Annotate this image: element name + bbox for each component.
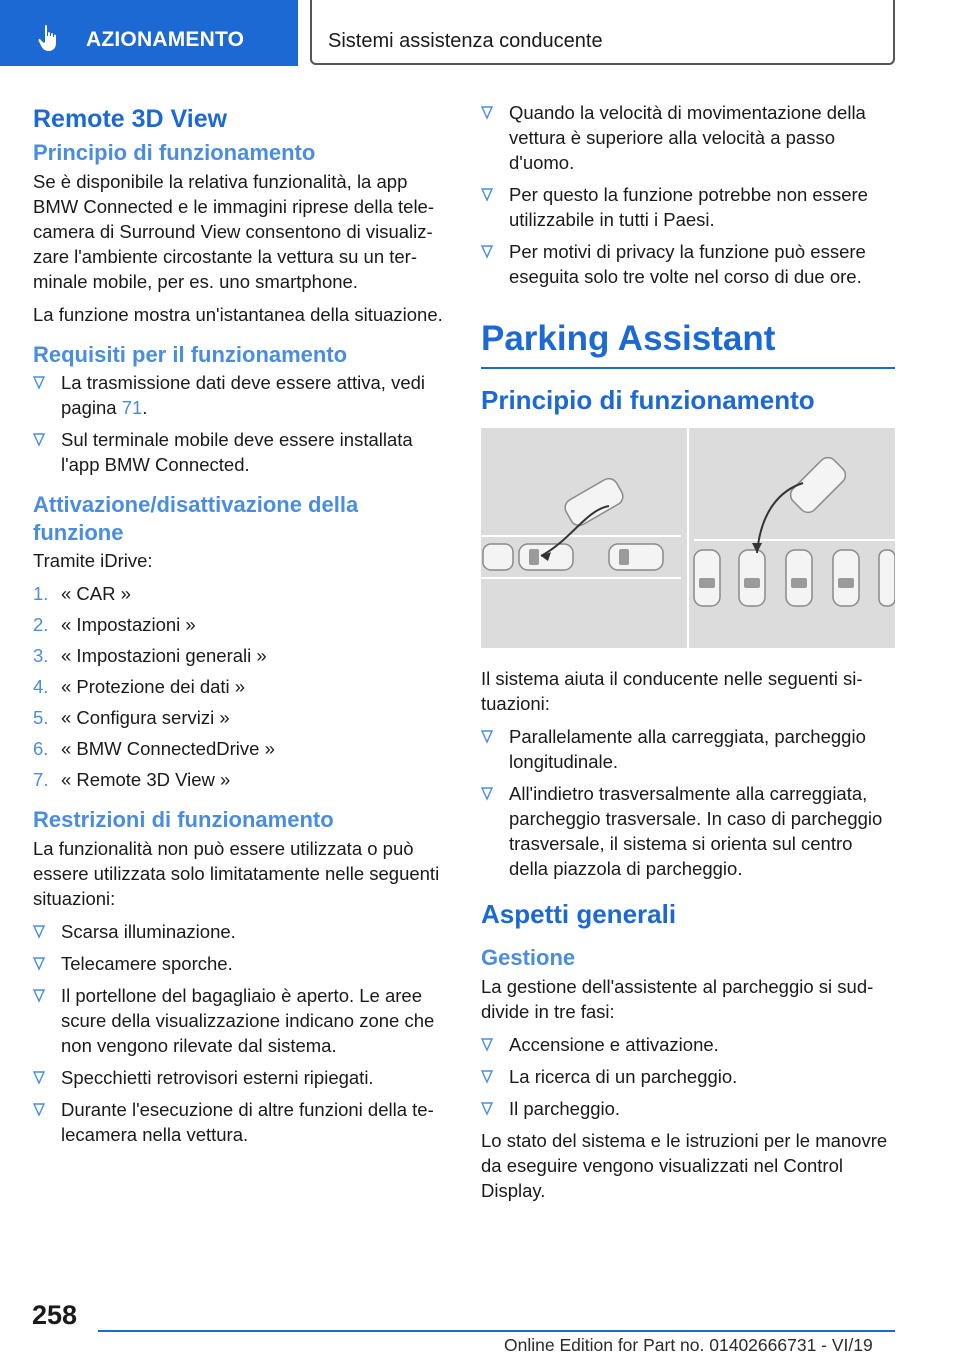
heading-restrictions: Restrizioni di funzionamento [33,807,334,833]
triangle-bullet-icon [33,376,45,390]
footer-divider [98,1330,895,1332]
step-text: « Impostazioni » [61,614,196,636]
triangle-bullet-icon [33,1071,45,1085]
triangle-bullet-icon [33,433,45,447]
requirements-list [33,370,453,477]
triangle-bullet-icon [481,1102,493,1116]
restrictions-continued-list [481,100,895,289]
chapter-title: Sistemi assistenza conducente [328,30,603,52]
page-link[interactable]: 71 [121,397,143,419]
parking-illustration [481,428,895,648]
paragraph: La funzione mostra un'istantanea della situazione. [33,303,443,325]
heading-activation: Attivazione/disattivazione della funzione [33,492,359,545]
list-item: Per questo la funzione potrebbe non essere utilizzabile in tutti i Paesi. [481,182,895,232]
step-number: 2. [33,614,49,636]
list-item: Il portellone del bagagliaio è aperto. Le aree scure della visualizzazione indicano zone che non vengono rilevate dal sistema. [33,983,453,1058]
triangle-bullet-icon [33,989,45,1003]
list-item: Specchietti retrovisori esterni ripiegati. [33,1065,453,1090]
step-item [33,736,453,761]
right-column [481,100,895,1211]
paragraph: Tramite iDrive: [33,550,153,572]
step-item [33,581,453,606]
step-number: 1. [33,583,49,605]
paragraph: Lo stato del sistema e le istruzioni per le manovre da eseguire vengono visualizzati nel Control Display. [481,1129,888,1201]
hand-pointer-icon [36,24,62,52]
triangle-bullet-icon [481,1070,493,1084]
heading-general-aspects: Aspetti generali [481,899,677,930]
list-item: Il parcheggio. [481,1096,895,1121]
step-item [33,705,453,730]
chapter-title-box [310,0,895,65]
step-item [33,612,453,637]
list-item: Sul terminale mobile deve essere installata l'app BMW Connected. [33,427,453,477]
idrive-steps-list [33,581,453,792]
section-label: AZIONAMENTO [86,28,245,51]
list-item: Quando la velocità di movimentazione della vettura è superiore alla velocità a passo d'uomo. [481,100,895,175]
list-item: Parallelamente alla carreggiata, parcheggio longitudinale. [481,724,895,774]
list-item: La trasmissione dati deve essere attiva, vedi pagina 71. [33,370,453,420]
list-item: Scarsa illuminazione. [33,919,453,944]
paragraph: Se è disponibile la relativa funzionalità, la app BMW Connected e le immagini riprese della telecamera di Surround View consentono di visualizzare l'ambiente circostante la vettura su un terminale mobile, per es. uno smartphone. [33,170,435,292]
heading-requirements: Requisiti per il funzionamento [33,341,348,367]
paragraph: Il sistema aiuta il conducente nelle seguenti situazioni: [481,668,863,715]
step-text: « Remote 3D View » [61,769,231,791]
step-number: 6. [33,738,49,760]
triangle-bullet-icon [481,787,493,801]
triangle-bullet-icon [481,106,493,120]
list-item: All'indietro trasversalmente alla carreggiata, parcheggio trasversale. In caso di parcheggio trasversale, il sistema si orienta sul centro della piazzola di parcheggio. [481,781,895,881]
triangle-bullet-icon [481,1038,493,1052]
section-tab [0,0,298,66]
triangle-bullet-icon [481,188,493,202]
list-item: Per motivi di privacy la funzione può essere eseguita solo tre volte nel corso di due ore. [481,239,895,289]
edition-footer: Online Edition for Part no. 01402666731 - VI/19 [504,1335,873,1355]
step-number: 4. [33,676,49,698]
step-text: « BMW ConnectedDrive » [61,738,275,760]
step-text: « CAR » [61,583,131,605]
triangle-bullet-icon [33,1103,45,1117]
phases-list [481,1032,895,1121]
step-text: « Configura servizi » [61,707,230,729]
triangle-bullet-icon [33,925,45,939]
situations-list [481,724,895,881]
paragraph: La funzionalità non può essere utilizzata o può essere utilizzata solo limitatamente nelle seguenti situazioni: [33,837,440,909]
page-number: 258 [32,1300,78,1330]
list-item: Accensione e attivazione. [481,1032,895,1057]
list-item: Durante l'esecuzione di altre funzioni della telecamera nella vettura. [33,1097,453,1147]
heading-remote-3d-view: Remote 3D View [33,105,228,133]
step-item [33,643,453,668]
step-number: 7. [33,769,49,791]
paragraph: La gestione dell'assistente al parcheggio si suddivide in tre fasi: [481,975,874,1022]
triangle-bullet-icon [33,957,45,971]
step-text: « Protezione dei dati » [61,676,246,698]
restrictions-list [33,919,453,1147]
step-number: 5. [33,707,49,729]
list-item: La ricerca di un parcheggio. [481,1064,895,1089]
heading-parking-assistant: Parking Assistant [481,319,895,369]
page-header [0,0,960,66]
step-item [33,674,453,699]
step-item [33,767,453,792]
triangle-bullet-icon [481,730,493,744]
list-item: Telecamere sporche. [33,951,453,976]
triangle-bullet-icon [481,245,493,259]
step-number: 3. [33,645,49,667]
heading-principle: Principio di funzionamento [33,140,316,166]
left-column [33,100,453,1154]
heading-operation: Gestione [481,945,576,971]
step-text: « Impostazioni generali » [61,645,267,667]
heading-principle: Principio di funzionamento [481,385,815,416]
